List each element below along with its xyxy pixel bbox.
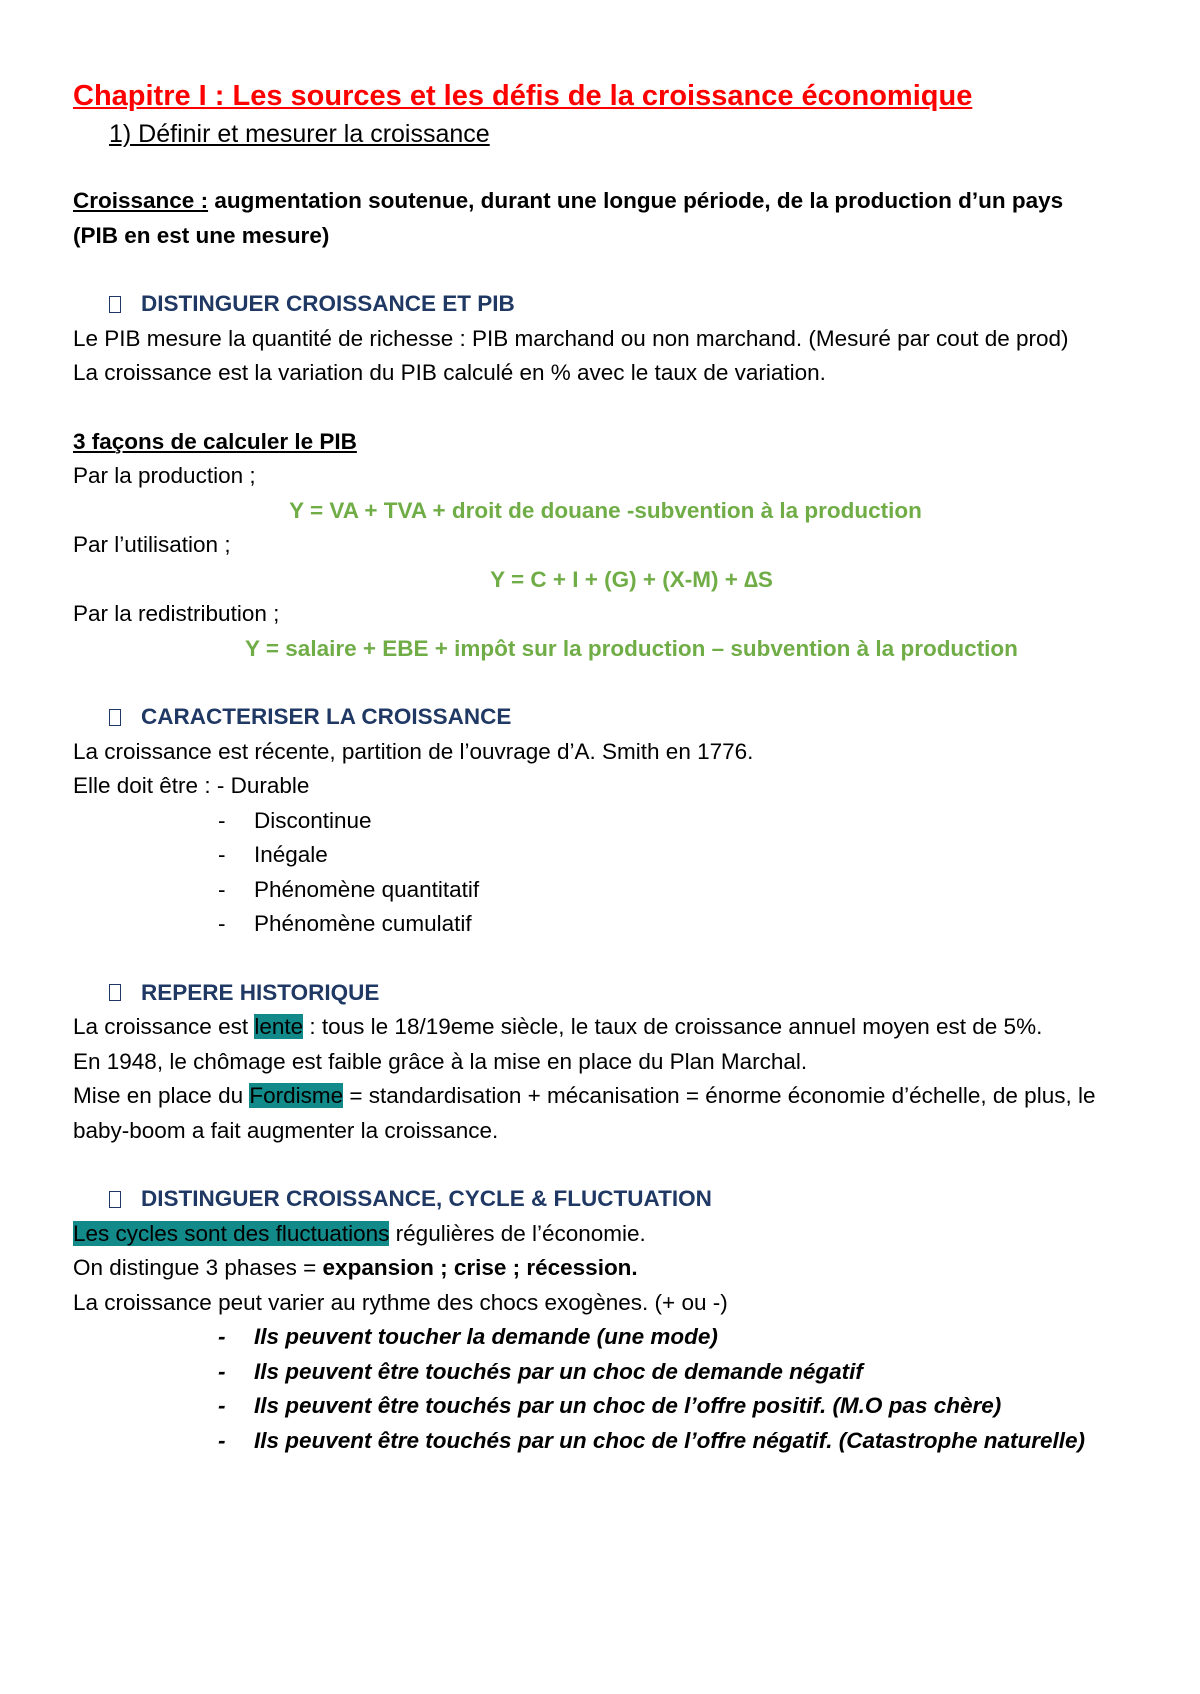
caracteriser-paragraph-1: La croissance est récente, partition de l’ouvrage d’A. Smith en 1776. (73, 738, 754, 764)
checkbox-bullet-icon (109, 984, 121, 1001)
highlight-fordisme: Fordisme (249, 1083, 344, 1108)
definition-sep: : (200, 188, 209, 213)
heading-repere-historique (73, 976, 1100, 1011)
formula-redistribution: Y = salaire + EBE + impôt sur la production – subvention à la production (245, 635, 1018, 661)
heading-text: DISTINGUER CROISSANCE ET PIB (141, 291, 515, 316)
checkbox-bullet-icon (109, 709, 121, 726)
cycle-paragraph-1: Les cycles sont des fluctuations régulières de l’économie. (73, 1220, 646, 1246)
highlight-lente: lente (254, 1014, 304, 1039)
heading-distinguer-pib (73, 287, 1100, 322)
section-subtitle: 1) Définir et mesurer la croissance (109, 120, 490, 148)
heading-text: REPERE HISTORIQUE (141, 979, 380, 1005)
repere-paragraph-3: Mise en place du Fordisme = standardisation + mécanisation = énorme économie d’échelle, de plus, le baby-boom a fait augmenter la croissance. (73, 1083, 1096, 1143)
calc-line-redistribution: Par la redistribution ; (73, 601, 280, 626)
list-item: - Inégale (218, 842, 328, 867)
list-item: - Phénomène cumulatif (218, 911, 472, 936)
caracteriser-paragraph-2: Elle doit être : - Durable (73, 773, 310, 798)
heading-cycle-fluctuation (73, 1182, 1100, 1217)
list-item: - Discontinue (218, 807, 372, 833)
definition-paragraph (73, 184, 1100, 253)
definition-term: Croissance (73, 188, 201, 213)
formula-production: Y = VA + TVA + droit de douane -subvention à la production (289, 497, 922, 523)
list-item: - Ils peuvent être touchés par un choc de demande négatif (218, 1358, 863, 1384)
heading-text: DISTINGUER CROISSANCE, CYCLE & FLUCTUATION (141, 1186, 712, 1211)
repere-paragraph-2: En 1948, le chômage est faible grâce à la mise en place du Plan Marchal. (73, 1048, 808, 1074)
list-item: - Ils peuvent être touchés par un choc de l’offre positif. (M.O pas chère) (218, 1393, 1002, 1418)
caracteristics-list (73, 804, 1100, 942)
formula-utilisation: Y = C + I + (G) + (X-M) + ∆S (490, 566, 773, 592)
calc-line-production: Par la production ; (73, 463, 256, 488)
definition-text: augmentation soutenue, durant une longue période, de la production d’un pays (PIB en est une mesure) (73, 188, 1064, 248)
pib-paragraph-1: Le PIB mesure la quantité de richesse : PIB marchand ou non marchand. (Mesuré par cout de prod) (73, 325, 1069, 351)
heading-caracteriser (73, 700, 1100, 735)
checkbox-bullet-icon (109, 296, 121, 313)
checkbox-bullet-icon (109, 1191, 121, 1208)
cycle-paragraph-2: On distingue 3 phases = expansion ; crise ; récession. (73, 1255, 638, 1280)
list-item: - Phénomène quantitatif (218, 876, 480, 902)
list-item: - Ils peuvent être touchés par un choc de l’offre négatif. (Catastrophe naturelle) (218, 1427, 1085, 1453)
heading-text: CARACTERISER LA CROISSANCE (141, 704, 512, 729)
page-title: Chapitre I : Les sources et les défis de la croissance économique (73, 80, 973, 112)
list-item: - Ils peuvent toucher la demande (une mode) (218, 1324, 718, 1349)
chocs-list (73, 1320, 1100, 1458)
repere-paragraph-1: La croissance est lente : tous le 18/19eme siècle, le taux de croissance annuel moyen est de 5%. (73, 1014, 1043, 1039)
cycle-paragraph-3: La croissance peut varier au rythme des chocs exogènes. (+ ou -) (73, 1289, 728, 1315)
calc-line-utilisation: Par l’utilisation ; (73, 532, 231, 557)
highlight-cycles: Les cycles sont des fluctuations (73, 1220, 390, 1246)
pib-paragraph-2: La croissance est la variation du PIB calculé en % avec le taux de variation. (73, 360, 826, 385)
heading-calcul-pib: 3 façons de calculer le PIB (73, 428, 357, 454)
